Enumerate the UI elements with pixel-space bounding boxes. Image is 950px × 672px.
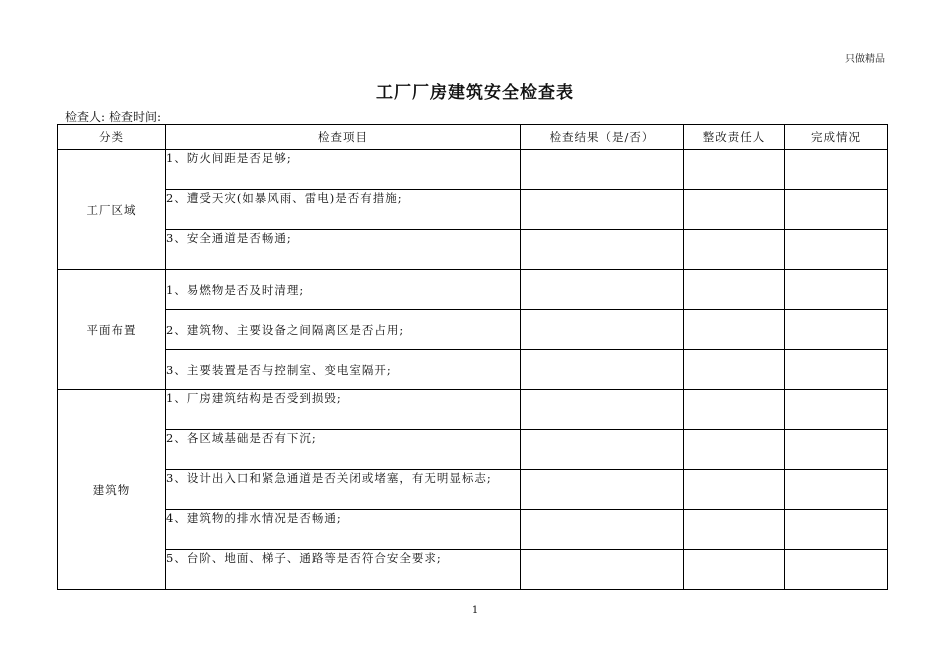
table-row xyxy=(58,470,888,510)
check-item: 2、各区域基础是否有下沉; xyxy=(166,430,521,470)
check-item: 1、厂房建筑结构是否受到损毁; xyxy=(166,390,521,430)
table-header-row xyxy=(58,125,888,150)
category-cell: 建筑物 xyxy=(58,390,166,590)
status-cell[interactable] xyxy=(785,350,888,390)
result-cell[interactable] xyxy=(521,230,684,270)
col-header-category: 分类 xyxy=(58,125,166,150)
check-item: 2、遭受天灾(如暴风雨、雷电)是否有措施; xyxy=(166,190,521,230)
table-row xyxy=(58,310,888,350)
status-cell[interactable] xyxy=(785,190,888,230)
table-row xyxy=(58,510,888,550)
check-item: 1、防火间距是否足够; xyxy=(166,150,521,190)
check-item: 4、建筑物的排水情况是否畅通; xyxy=(166,510,521,550)
table-row xyxy=(58,150,888,190)
table-row xyxy=(58,190,888,230)
result-cell[interactable] xyxy=(521,350,684,390)
responsible-cell[interactable] xyxy=(684,470,785,510)
status-cell[interactable] xyxy=(785,430,888,470)
status-cell[interactable] xyxy=(785,390,888,430)
result-cell[interactable] xyxy=(521,150,684,190)
category-cell: 工厂区域 xyxy=(58,150,166,270)
status-cell[interactable] xyxy=(785,550,888,590)
responsible-cell[interactable] xyxy=(684,350,785,390)
responsible-cell[interactable] xyxy=(684,430,785,470)
responsible-cell[interactable] xyxy=(684,390,785,430)
responsible-cell[interactable] xyxy=(684,550,785,590)
status-cell[interactable] xyxy=(785,510,888,550)
table-row xyxy=(58,390,888,430)
check-item: 3、主要装置是否与控制室、变电室隔开; xyxy=(166,350,521,390)
inspection-table xyxy=(57,124,888,590)
table-row xyxy=(58,350,888,390)
responsible-cell[interactable] xyxy=(684,230,785,270)
responsible-cell[interactable] xyxy=(684,150,785,190)
result-cell[interactable] xyxy=(521,510,684,550)
result-cell[interactable] xyxy=(521,190,684,230)
status-cell[interactable] xyxy=(785,470,888,510)
status-cell[interactable] xyxy=(785,270,888,310)
page-number: 1 xyxy=(471,605,479,616)
col-header-status: 完成情况 xyxy=(785,125,888,150)
result-cell[interactable] xyxy=(521,430,684,470)
table-row xyxy=(58,430,888,470)
status-cell[interactable] xyxy=(785,310,888,350)
table-row xyxy=(58,270,888,310)
result-cell[interactable] xyxy=(521,310,684,350)
inspector-label: 检查人: xyxy=(65,110,106,124)
category-cell: 平面布置 xyxy=(58,270,166,390)
col-header-responsible: 整改责任人 xyxy=(684,125,785,150)
status-cell[interactable] xyxy=(785,230,888,270)
check-item: 1、易燃物是否及时清理; xyxy=(166,270,521,310)
responsible-cell[interactable] xyxy=(684,190,785,230)
table-row xyxy=(58,550,888,590)
responsible-cell[interactable] xyxy=(684,270,785,310)
header-note: 只做精品 xyxy=(845,54,885,65)
col-header-item: 检查项目 xyxy=(166,125,521,150)
result-cell[interactable] xyxy=(521,550,684,590)
responsible-cell[interactable] xyxy=(684,510,785,550)
check-item: 5、台阶、地面、梯子、通路等是否符合安全要求; xyxy=(166,550,521,590)
inspection-time-label: 检查时间: xyxy=(109,110,162,124)
status-cell[interactable] xyxy=(785,150,888,190)
document-title: 工厂厂房建筑安全检查表 xyxy=(376,83,574,103)
check-item: 3、安全通道是否畅通; xyxy=(166,230,521,270)
col-header-result: 检查结果（是/否） xyxy=(521,125,684,150)
check-item: 3、设计出入口和紧急通道是否关闭或堵塞，有无明显标志; xyxy=(166,470,521,510)
result-cell[interactable] xyxy=(521,270,684,310)
check-item: 2、建筑物、主要设备之间隔离区是否占用; xyxy=(166,310,521,350)
inspection-meta xyxy=(65,108,161,125)
table-row xyxy=(58,230,888,270)
responsible-cell[interactable] xyxy=(684,310,785,350)
result-cell[interactable] xyxy=(521,390,684,430)
result-cell[interactable] xyxy=(521,470,684,510)
